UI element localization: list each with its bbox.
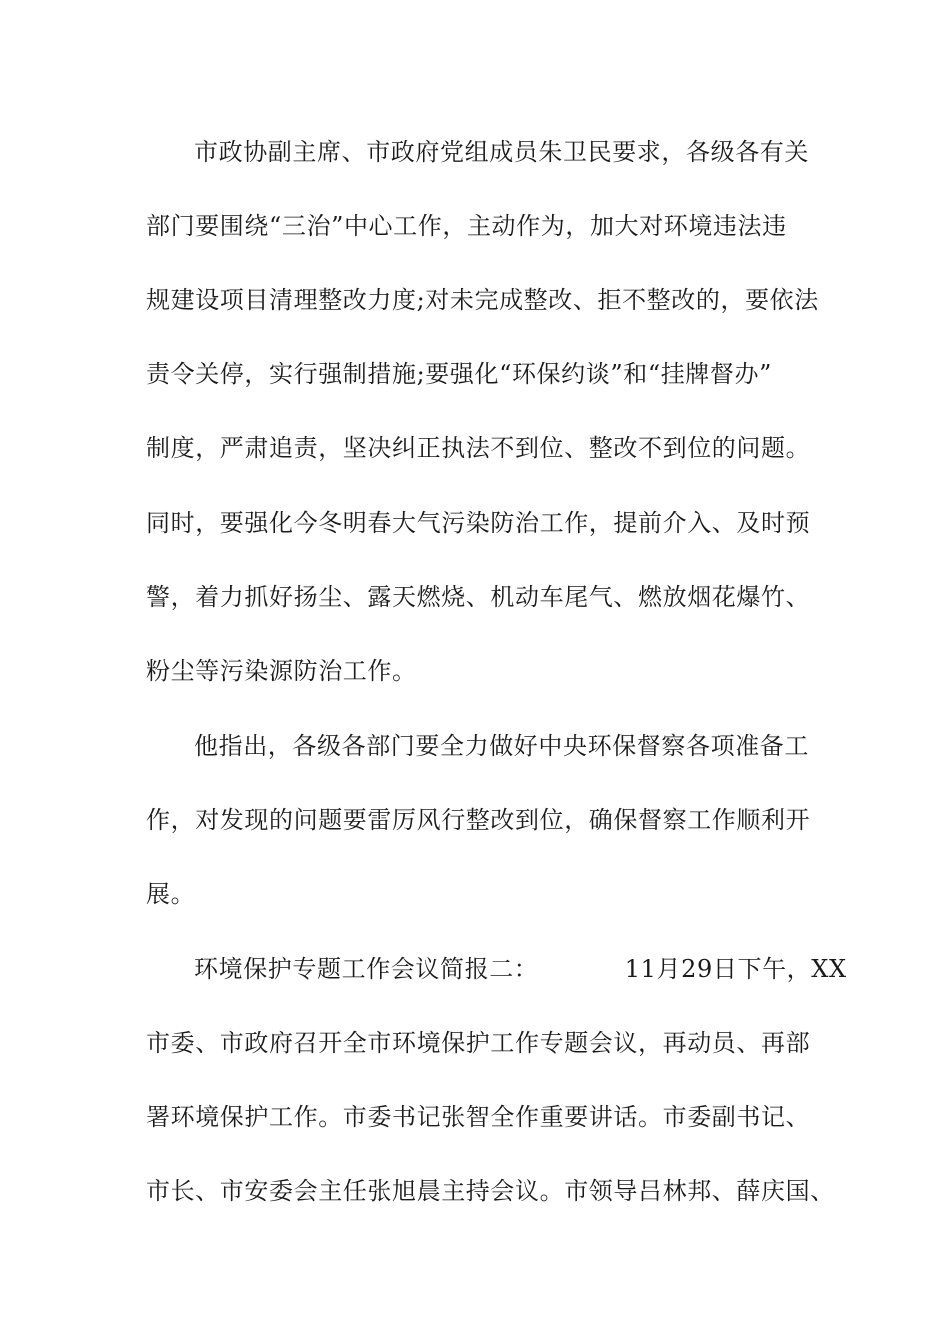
text-line: 规建设项目清理整改力度;对未完成整改、拒不整改的，要依法 bbox=[146, 286, 819, 314]
text-line: 展。 bbox=[146, 880, 196, 908]
text-line: 部门要围绕“三治”中心工作，主动作为，加大对环境违法违 bbox=[146, 212, 787, 240]
text-line: 制度，严肃追责，坚决纠正执法不到位、整改不到位的问题。 bbox=[146, 434, 811, 462]
text-line: 署环境保护工作。市委书记张智全作重要讲话。市委副书记、 bbox=[146, 1103, 811, 1131]
text-line: 粉尘等污染源防治工作。 bbox=[146, 657, 417, 685]
text-line: 环境保护专题工作会议简报二： 11月29日下午，XX bbox=[194, 955, 847, 983]
text-line: 市政协副主席、市政府党组成员朱卫民要求，各级各有关 bbox=[194, 138, 809, 166]
text-line: 同时，要强化今冬明春大气污染防治工作，提前介入、及时预 bbox=[146, 509, 811, 537]
text-line: 市长、市安委会主任张旭晨主持会议。市领导吕林邦、薛庆国、 bbox=[146, 1177, 835, 1205]
text-line: 警，着力抓好扬尘、露天燃烧、机动车尾气、燃放烟花爆竹、 bbox=[146, 583, 811, 611]
text-line: 他指出，各级各部门要全力做好中央环保督察各项准备工 bbox=[194, 732, 809, 760]
text-line: 责令关停，实行强制措施;要强化“环保约谈”和“挂牌督办” bbox=[146, 360, 772, 388]
text-line: 市委、市政府召开全市环境保护工作专题会议，再动员、再部 bbox=[146, 1029, 811, 1057]
text-line: 作，对发现的问题要雷厉风行整改到位，确保督察工作顺利开 bbox=[146, 806, 811, 834]
